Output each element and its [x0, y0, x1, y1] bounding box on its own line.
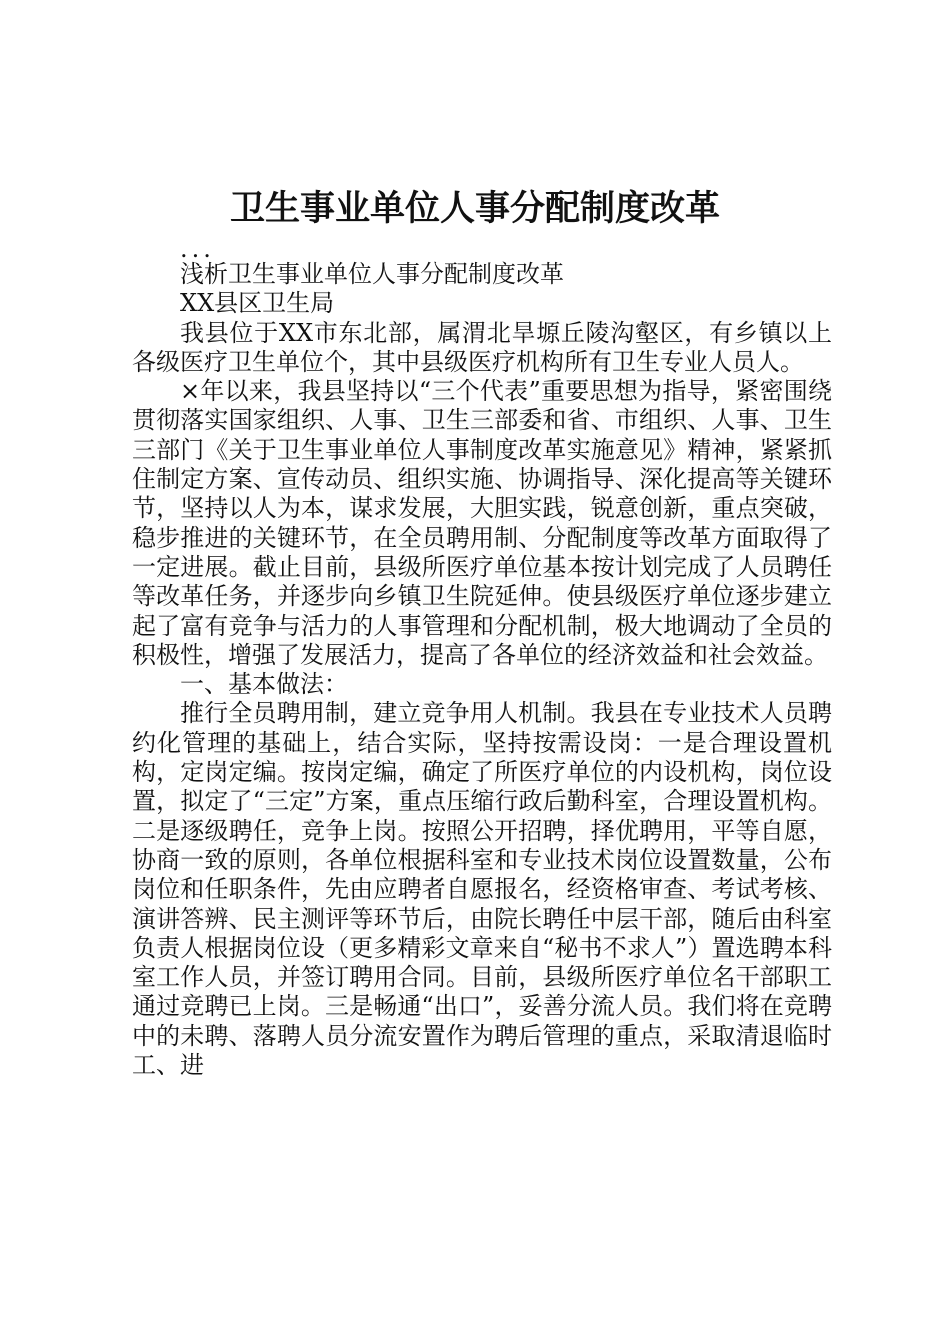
subtitle-line: 浅析卫生事业单位人事分配制度改革: [180, 260, 564, 288]
document-title: 卫生事业单位人事分配制度改革: [229, 188, 720, 229]
section-heading: 一、基本做法：: [180, 670, 348, 699]
ellipsis-line: ...: [180, 235, 215, 263]
paragraph-intro: 我县位于XX市东北部，属渭北旱塬丘陵沟壑区，有乡镇以上各级医疗卫生单位个，其中县级医疗机构所有卫生专业人员人。: [132, 318, 832, 376]
paragraph-practice: 推行全员聘用制，建立竞争用人机制。我县在专业技术人员聘约化管理的基础上，结合实际，坚持按需设岗：一是合理设置机构，定岗定编。按岗定编，确定了所医疗单位的内设机构，岗位设置，拟定了“三定”方案，重点压缩行政后勤科室，合理设置机构。二是逐级聘任，竞争上岗。按照公开招聘，择优聘用，平等自愿，协商一致的原则，各单位根据科室和专业技术岗位设置数量，公布岗位和任职条件，先由应聘者自愿报名，经资格审查、考试考核、演讲答辨、民主测评等环节后，由院长聘任中层干部，随后由科室负责人根据岗位设（更多精彩文章来自“秘书不求人”）置选聘本科室工作人员，并签订聘用合同。目前，县级所医疗单位名干部职工通过竞聘已上岗。三是畅通“出口”，妥善分流人员。我们将在竞聘中的未聘、落聘人员分流安置作为聘后管理的重点，采取清退临时工、进: [132, 699, 832, 1080]
paragraph-progress: ×年以来，我县坚持以“三个代表”重要思想为指导，紧密围绕贯彻落实国家组织、人事、卫生三部委和省、市组织、人事、卫生三部门《关于卫生事业单位人事制度改革实施意见》精神，紧紧抓住制定方案、宣传动员、组织实施、协调指导、深化提高等关键环节，坚持以人为本，谋求发展，大胆实践，锐意创新，重点突破，稳步推进的关键环节，在全员聘用制、分配制度等改革方面取得了一定进展。截止目前，县级所医疗单位基本按计划完成了人员聘任等改革任务，并逐步向乡镇卫生院延伸。使县级医疗单位逐步建立起了富有竞争与活力的人事管理和分配机制，极大地调动了全员的积极性，增强了发展活力，提高了各单位的经济效益和社会效益。: [132, 377, 832, 669]
author-line: XX县区卫生局: [180, 289, 335, 318]
document-body: [132, 235, 832, 1080]
